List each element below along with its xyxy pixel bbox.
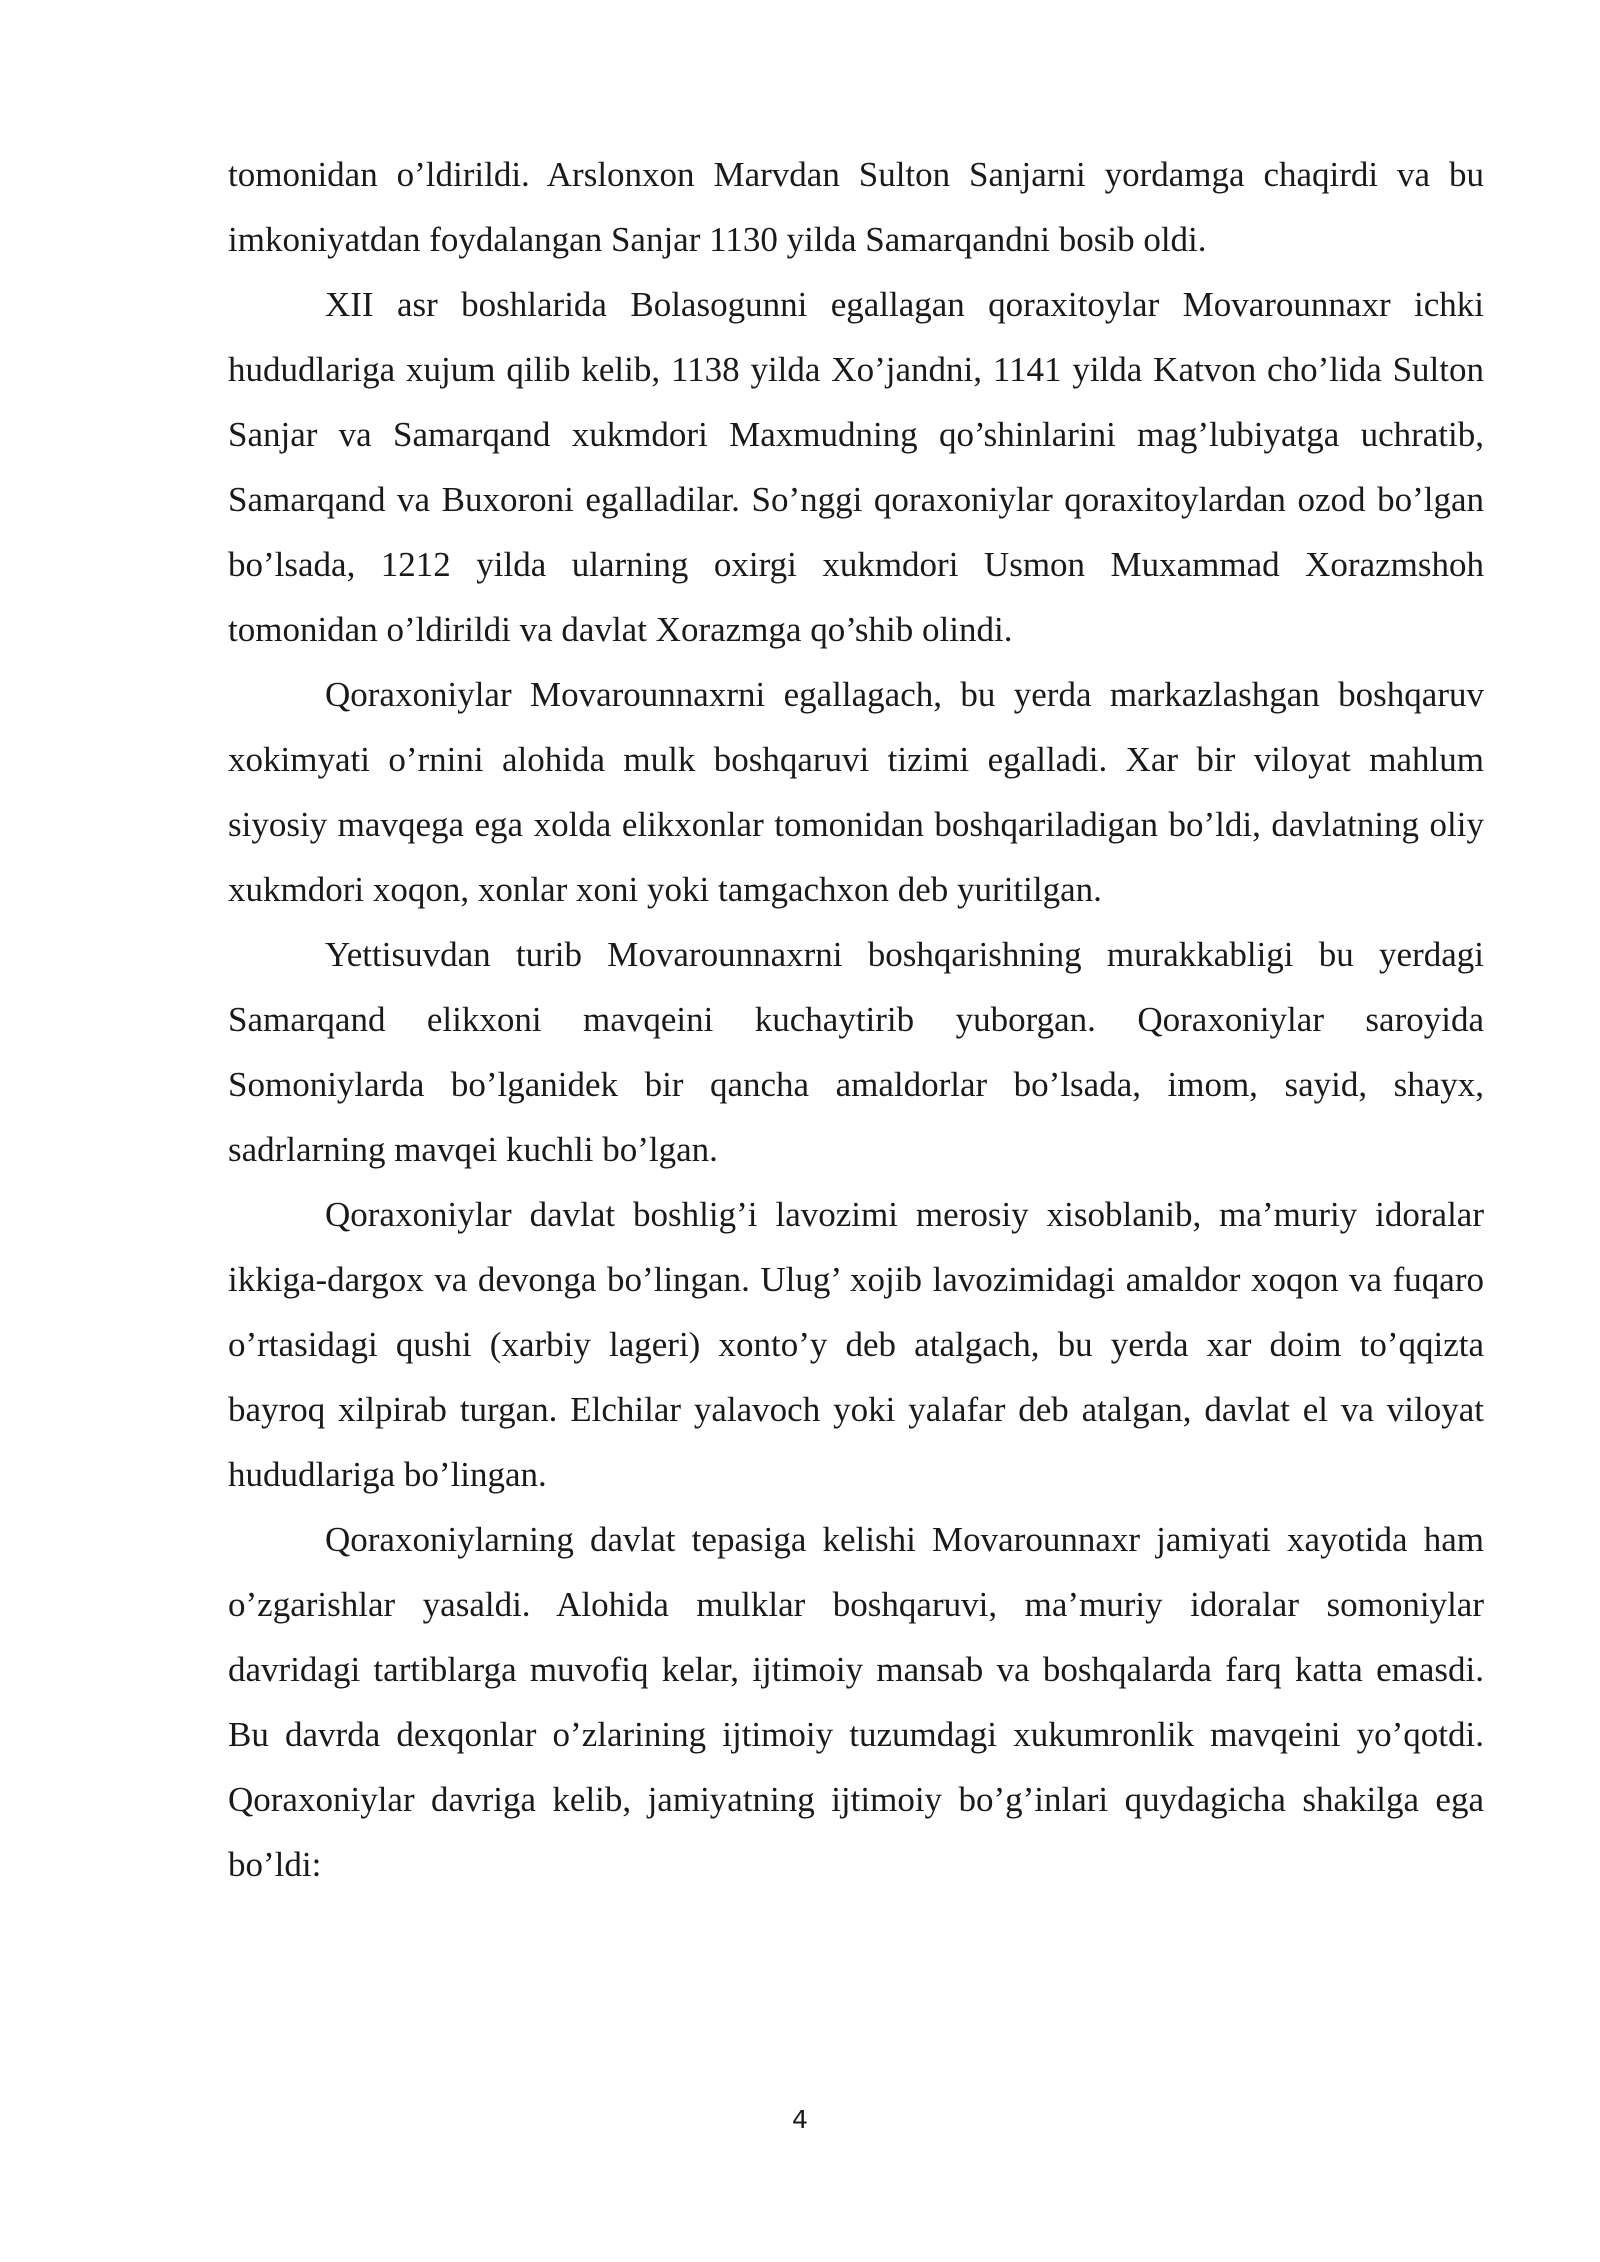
paragraph-1: tomonidan o’ldirildi. Arslonxon Marvdan Sulton Sanjarni yordamga chaqirdi va bu imkoniyatdan foydalangan Sanjar 1130 yilda Samarqandni bosib oldi.: [228, 155, 1484, 259]
paragraph-3: Qoraxoniylar Movarounnaxrni egallagach, bu yerda markazlashgan boshqaruv xokimyati o’rnini alohida mulk boshqaruvi tizimi egalladi. Xar bir viloyat mahlum siyosiy mavqega ega xolda elikxonlar tomonidan boshqariladigan bo’ldi, davlatning oliy xukmdori xoqon, xonlar xoni yoki tamgachxon deb yuritilgan.: [228, 675, 1484, 909]
paragraph-6: Qoraxoniylarning davlat tepasiga kelishi Movarounnaxr jamiyati xayotida ham o’zgarishlar yasaldi. Alohida mulklar boshqaruvi, ma’muriy idoralar somoniylar davridagi tartiblarga muvofiq kelar, ijtimoiy mansab va boshqalarda farq katta emasdi. Bu davrda dexqonlar o’zlarining ijtimoiy tuzumdagi xukumronlik mavqeini yo’qotdi. Qoraxoniylar davriga kelib, jamiyatning ijtimoiy bo’g’inlari quydagicha shakilga ega bo’ldi:: [228, 1520, 1484, 1884]
page-number: 4: [792, 2105, 808, 2134]
paragraph-5: Qoraxoniylar davlat boshlig’i lavozimi merosiy xisoblanib, ma’muriy idoralar ikkiga-dargox va devonga bo’lingan. Ulug’ xojib lavozimidagi amaldor xoqon va fuqaro o’rtasidagi qushi (xarbiy lageri) xonto’y deb atalgach, bu yerda xar doim to’qqizta bayroq xilpirab turgan. Elchilar yalavoch yoki yalafar deb atalgan, davlat el va viloyat hududlariga bo’lingan.: [228, 1195, 1484, 1494]
document-body: [228, 142, 1484, 1897]
paragraph-2: XII asr boshlarida Bolasogunni egallagan qoraxitoylar Movarounnaxr ichki hududlariga xujum qilib kelib, 1138 yilda Xo’jandni, 1141 yilda Katvon cho’lida Sulton Sanjar va Samarqand xukmdori Maxmudning qo’shinlarini mag’lubiyatga uchratib, Samarqand va Buxoroni egalladilar. So’nggi qoraxoniylar qoraxitoylardan ozod bo’lgan bo’lsada, 1212 yilda ularning oxirgi xukmdori Usmon Muxammad Xorazmshoh tomonidan o’ldirildi va davlat Xorazmga qo’shib olindi.: [228, 285, 1484, 649]
paragraph-4: Yettisuvdan turib Movarounnaxrni boshqarishning murakkabligi bu yerdagi Samarqand elikxoni mavqeini kuchaytirib yuborgan. Qoraxoniylar saroyida Somoniylarda bo’lganidek bir qancha amaldorlar bo’lsada, imom, sayid, shayx, sadrlarning mavqei kuchli bo’lgan.: [228, 935, 1484, 1169]
